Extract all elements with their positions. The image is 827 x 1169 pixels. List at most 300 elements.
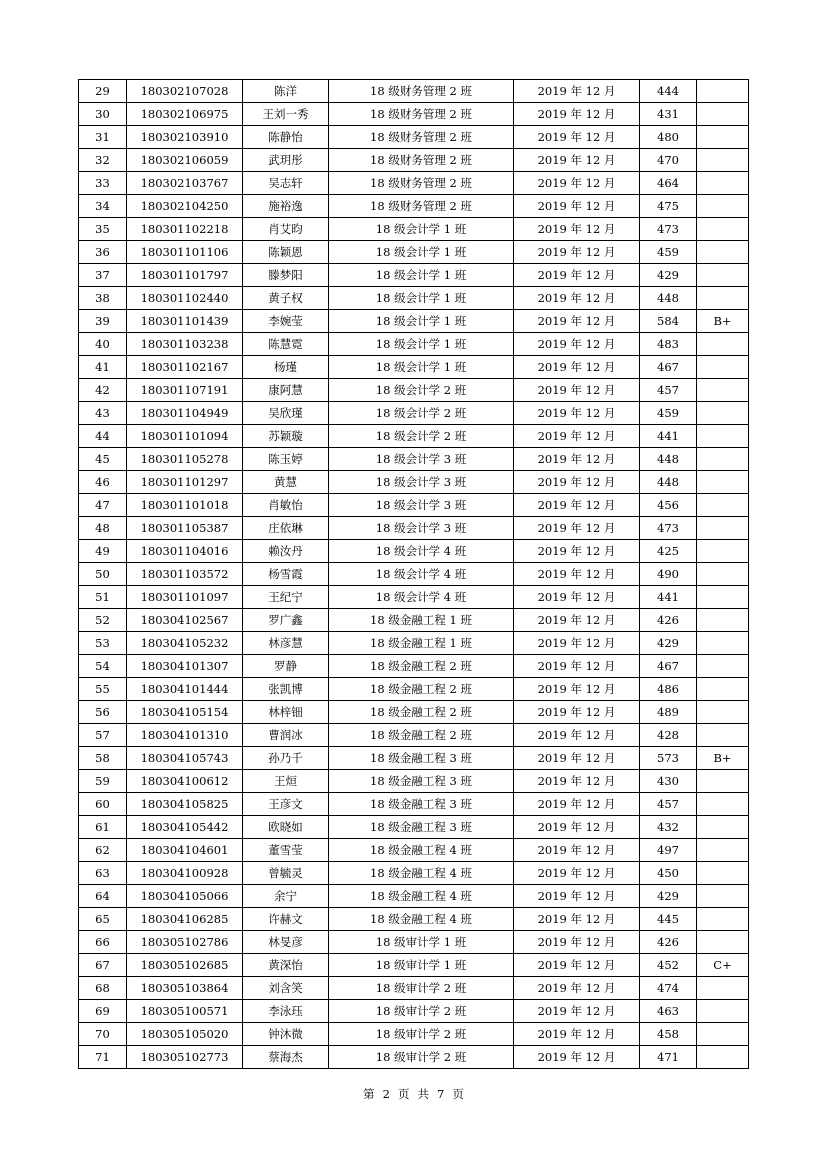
exam-date-cell: 2019 年 12 月 bbox=[514, 241, 640, 264]
table-row bbox=[79, 264, 749, 287]
grade-cell bbox=[697, 80, 749, 103]
score-cell: 490 bbox=[640, 563, 697, 586]
footer-ye-2: 页 bbox=[452, 1087, 464, 1101]
class-cell: 18 级金融工程 1 班 bbox=[329, 609, 514, 632]
exam-date-cell: 2019 年 12 月 bbox=[514, 379, 640, 402]
student-id-cell: 180305100571 bbox=[127, 1000, 243, 1023]
grade-cell bbox=[697, 103, 749, 126]
table-row bbox=[79, 149, 749, 172]
class-cell: 18 级会计学 1 班 bbox=[329, 218, 514, 241]
name-cell: 张凯博 bbox=[243, 678, 329, 701]
class-cell: 18 级金融工程 4 班 bbox=[329, 839, 514, 862]
score-cell: 430 bbox=[640, 770, 697, 793]
exam-date-cell: 2019 年 12 月 bbox=[514, 816, 640, 839]
table-row bbox=[79, 1046, 749, 1069]
student-id-cell: 180301101106 bbox=[127, 241, 243, 264]
exam-date-cell: 2019 年 12 月 bbox=[514, 563, 640, 586]
name-cell: 许赫文 bbox=[243, 908, 329, 931]
table-row bbox=[79, 931, 749, 954]
name-cell: 钟沐微 bbox=[243, 1023, 329, 1046]
student-id-cell: 180305105020 bbox=[127, 1023, 243, 1046]
row-number-cell: 37 bbox=[79, 264, 127, 287]
student-id-cell: 180304105154 bbox=[127, 701, 243, 724]
name-cell: 肖艾昀 bbox=[243, 218, 329, 241]
score-cell: 448 bbox=[640, 471, 697, 494]
table-row bbox=[79, 402, 749, 425]
name-cell: 林彦慧 bbox=[243, 632, 329, 655]
footer-ye: 页 bbox=[398, 1087, 410, 1101]
grade-cell bbox=[697, 770, 749, 793]
student-id-cell: 180302103910 bbox=[127, 126, 243, 149]
name-cell: 刘含笑 bbox=[243, 977, 329, 1000]
table-row bbox=[79, 287, 749, 310]
exam-date-cell: 2019 年 12 月 bbox=[514, 356, 640, 379]
exam-date-cell: 2019 年 12 月 bbox=[514, 540, 640, 563]
name-cell: 王彦文 bbox=[243, 793, 329, 816]
name-cell: 吴欣瑾 bbox=[243, 402, 329, 425]
student-id-cell: 180304101444 bbox=[127, 678, 243, 701]
student-id-cell: 180304106285 bbox=[127, 908, 243, 931]
footer-gong: 共 bbox=[417, 1087, 429, 1101]
row-number-cell: 53 bbox=[79, 632, 127, 655]
name-cell: 林梓钿 bbox=[243, 701, 329, 724]
grade-cell bbox=[697, 862, 749, 885]
exam-date-cell: 2019 年 12 月 bbox=[514, 1000, 640, 1023]
exam-date-cell: 2019 年 12 月 bbox=[514, 195, 640, 218]
grade-cell bbox=[697, 1023, 749, 1046]
exam-date-cell: 2019 年 12 月 bbox=[514, 402, 640, 425]
score-cell: 457 bbox=[640, 793, 697, 816]
student-id-cell: 180302106059 bbox=[127, 149, 243, 172]
row-number-cell: 30 bbox=[79, 103, 127, 126]
student-id-cell: 180304104601 bbox=[127, 839, 243, 862]
footer-page-number: 2 bbox=[382, 1087, 390, 1101]
grade-cell bbox=[697, 586, 749, 609]
grade-cell bbox=[697, 356, 749, 379]
score-cell: 429 bbox=[640, 632, 697, 655]
grade-cell bbox=[697, 931, 749, 954]
student-id-cell: 180301102440 bbox=[127, 287, 243, 310]
row-number-cell: 34 bbox=[79, 195, 127, 218]
row-number-cell: 65 bbox=[79, 908, 127, 931]
class-cell: 18 级金融工程 2 班 bbox=[329, 724, 514, 747]
exam-date-cell: 2019 年 12 月 bbox=[514, 126, 640, 149]
class-cell: 18 级财务管理 2 班 bbox=[329, 103, 514, 126]
row-number-cell: 68 bbox=[79, 977, 127, 1000]
exam-date-cell: 2019 年 12 月 bbox=[514, 1023, 640, 1046]
score-cell: 459 bbox=[640, 402, 697, 425]
table-row bbox=[79, 80, 749, 103]
student-id-cell: 180301103572 bbox=[127, 563, 243, 586]
class-cell: 18 级会计学 3 班 bbox=[329, 494, 514, 517]
exam-date-cell: 2019 年 12 月 bbox=[514, 425, 640, 448]
student-id-cell: 180304100928 bbox=[127, 862, 243, 885]
score-cell: 459 bbox=[640, 241, 697, 264]
exam-date-cell: 2019 年 12 月 bbox=[514, 724, 640, 747]
row-number-cell: 31 bbox=[79, 126, 127, 149]
class-cell: 18 级审计学 2 班 bbox=[329, 1046, 514, 1069]
grade-cell bbox=[697, 218, 749, 241]
grade-cell bbox=[697, 655, 749, 678]
grade-cell bbox=[697, 839, 749, 862]
name-cell: 黄慧 bbox=[243, 471, 329, 494]
grade-cell bbox=[697, 448, 749, 471]
grade-cell bbox=[697, 402, 749, 425]
student-id-cell: 180301105278 bbox=[127, 448, 243, 471]
student-id-cell: 180301101097 bbox=[127, 586, 243, 609]
grade-cell bbox=[697, 264, 749, 287]
score-cell: 444 bbox=[640, 80, 697, 103]
row-number-cell: 40 bbox=[79, 333, 127, 356]
grade-cell bbox=[697, 885, 749, 908]
score-cell: 448 bbox=[640, 287, 697, 310]
name-cell: 陈玉婷 bbox=[243, 448, 329, 471]
score-cell: 456 bbox=[640, 494, 697, 517]
score-cell: 463 bbox=[640, 1000, 697, 1023]
row-number-cell: 36 bbox=[79, 241, 127, 264]
row-number-cell: 32 bbox=[79, 149, 127, 172]
exam-date-cell: 2019 年 12 月 bbox=[514, 701, 640, 724]
student-id-cell: 180301105387 bbox=[127, 517, 243, 540]
class-cell: 18 级审计学 1 班 bbox=[329, 954, 514, 977]
score-cell: 584 bbox=[640, 310, 697, 333]
score-cell: 573 bbox=[640, 747, 697, 770]
score-cell: 441 bbox=[640, 425, 697, 448]
row-number-cell: 67 bbox=[79, 954, 127, 977]
class-cell: 18 级会计学 1 班 bbox=[329, 310, 514, 333]
grade-cell bbox=[697, 195, 749, 218]
name-cell: 林旻彦 bbox=[243, 931, 329, 954]
score-table bbox=[78, 79, 749, 1069]
row-number-cell: 63 bbox=[79, 862, 127, 885]
row-number-cell: 43 bbox=[79, 402, 127, 425]
grade-cell bbox=[697, 816, 749, 839]
grade-cell bbox=[697, 793, 749, 816]
exam-date-cell: 2019 年 12 月 bbox=[514, 862, 640, 885]
table-row bbox=[79, 218, 749, 241]
score-table-body bbox=[79, 80, 749, 1069]
exam-date-cell: 2019 年 12 月 bbox=[514, 977, 640, 1000]
row-number-cell: 66 bbox=[79, 931, 127, 954]
table-row bbox=[79, 103, 749, 126]
table-row bbox=[79, 195, 749, 218]
exam-date-cell: 2019 年 12 月 bbox=[514, 80, 640, 103]
exam-date-cell: 2019 年 12 月 bbox=[514, 471, 640, 494]
score-cell: 441 bbox=[640, 586, 697, 609]
class-cell: 18 级会计学 2 班 bbox=[329, 425, 514, 448]
grade-cell bbox=[697, 1046, 749, 1069]
row-number-cell: 61 bbox=[79, 816, 127, 839]
score-cell: 428 bbox=[640, 724, 697, 747]
row-number-cell: 47 bbox=[79, 494, 127, 517]
table-row bbox=[79, 678, 749, 701]
table-row bbox=[79, 632, 749, 655]
table-row bbox=[79, 977, 749, 1000]
grade-cell bbox=[697, 1000, 749, 1023]
exam-date-cell: 2019 年 12 月 bbox=[514, 149, 640, 172]
row-number-cell: 71 bbox=[79, 1046, 127, 1069]
table-row bbox=[79, 379, 749, 402]
name-cell: 李婉莹 bbox=[243, 310, 329, 333]
table-row bbox=[79, 724, 749, 747]
row-number-cell: 64 bbox=[79, 885, 127, 908]
table-row bbox=[79, 816, 749, 839]
class-cell: 18 级会计学 3 班 bbox=[329, 471, 514, 494]
row-number-cell: 45 bbox=[79, 448, 127, 471]
exam-date-cell: 2019 年 12 月 bbox=[514, 218, 640, 241]
name-cell: 杨雪霞 bbox=[243, 563, 329, 586]
name-cell: 肖敏怡 bbox=[243, 494, 329, 517]
class-cell: 18 级审计学 1 班 bbox=[329, 931, 514, 954]
exam-date-cell: 2019 年 12 月 bbox=[514, 770, 640, 793]
row-number-cell: 52 bbox=[79, 609, 127, 632]
exam-date-cell: 2019 年 12 月 bbox=[514, 310, 640, 333]
name-cell: 滕梦阳 bbox=[243, 264, 329, 287]
student-id-cell: 180302103767 bbox=[127, 172, 243, 195]
exam-date-cell: 2019 年 12 月 bbox=[514, 678, 640, 701]
score-cell: 458 bbox=[640, 1023, 697, 1046]
name-cell: 曾毓灵 bbox=[243, 862, 329, 885]
score-cell: 467 bbox=[640, 655, 697, 678]
row-number-cell: 57 bbox=[79, 724, 127, 747]
class-cell: 18 级会计学 1 班 bbox=[329, 356, 514, 379]
score-cell: 483 bbox=[640, 333, 697, 356]
student-id-cell: 180304105743 bbox=[127, 747, 243, 770]
grade-cell bbox=[697, 241, 749, 264]
row-number-cell: 59 bbox=[79, 770, 127, 793]
student-id-cell: 180302106975 bbox=[127, 103, 243, 126]
table-row bbox=[79, 517, 749, 540]
name-cell: 蔡海杰 bbox=[243, 1046, 329, 1069]
name-cell: 吴志轩 bbox=[243, 172, 329, 195]
table-row bbox=[79, 1023, 749, 1046]
table-row bbox=[79, 310, 749, 333]
class-cell: 18 级审计学 2 班 bbox=[329, 977, 514, 1000]
name-cell: 罗广鑫 bbox=[243, 609, 329, 632]
table-row bbox=[79, 494, 749, 517]
score-cell: 475 bbox=[640, 195, 697, 218]
score-cell: 486 bbox=[640, 678, 697, 701]
class-cell: 18 级审计学 2 班 bbox=[329, 1023, 514, 1046]
grade-cell bbox=[697, 425, 749, 448]
student-id-cell: 180301102218 bbox=[127, 218, 243, 241]
grade-cell bbox=[697, 609, 749, 632]
row-number-cell: 38 bbox=[79, 287, 127, 310]
grade-cell bbox=[697, 563, 749, 586]
student-id-cell: 180304105066 bbox=[127, 885, 243, 908]
grade-cell: B+ bbox=[697, 310, 749, 333]
class-cell: 18 级财务管理 2 班 bbox=[329, 172, 514, 195]
grade-cell bbox=[697, 494, 749, 517]
score-cell: 452 bbox=[640, 954, 697, 977]
grade-cell bbox=[697, 632, 749, 655]
grade-cell bbox=[697, 287, 749, 310]
row-number-cell: 56 bbox=[79, 701, 127, 724]
grade-cell bbox=[697, 172, 749, 195]
class-cell: 18 级金融工程 4 班 bbox=[329, 908, 514, 931]
exam-date-cell: 2019 年 12 月 bbox=[514, 1046, 640, 1069]
class-cell: 18 级财务管理 2 班 bbox=[329, 195, 514, 218]
name-cell: 欧晓如 bbox=[243, 816, 329, 839]
student-id-cell: 180301104016 bbox=[127, 540, 243, 563]
table-row bbox=[79, 126, 749, 149]
student-id-cell: 180305103864 bbox=[127, 977, 243, 1000]
name-cell: 苏颖璇 bbox=[243, 425, 329, 448]
row-number-cell: 50 bbox=[79, 563, 127, 586]
score-cell: 464 bbox=[640, 172, 697, 195]
name-cell: 施裕逸 bbox=[243, 195, 329, 218]
name-cell: 黄子权 bbox=[243, 287, 329, 310]
grade-cell bbox=[697, 540, 749, 563]
student-id-cell: 180304101310 bbox=[127, 724, 243, 747]
table-row bbox=[79, 839, 749, 862]
table-row bbox=[79, 586, 749, 609]
class-cell: 18 级金融工程 3 班 bbox=[329, 816, 514, 839]
footer-di: 第 bbox=[363, 1087, 375, 1101]
student-id-cell: 180304105442 bbox=[127, 816, 243, 839]
table-row bbox=[79, 172, 749, 195]
class-cell: 18 级金融工程 3 班 bbox=[329, 793, 514, 816]
student-id-cell: 180301101797 bbox=[127, 264, 243, 287]
name-cell: 曹润冰 bbox=[243, 724, 329, 747]
class-cell: 18 级会计学 2 班 bbox=[329, 379, 514, 402]
score-cell: 425 bbox=[640, 540, 697, 563]
exam-date-cell: 2019 年 12 月 bbox=[514, 609, 640, 632]
name-cell: 王纪宁 bbox=[243, 586, 329, 609]
row-number-cell: 46 bbox=[79, 471, 127, 494]
table-row bbox=[79, 609, 749, 632]
student-id-cell: 180304105232 bbox=[127, 632, 243, 655]
exam-date-cell: 2019 年 12 月 bbox=[514, 839, 640, 862]
grade-cell bbox=[697, 126, 749, 149]
exam-date-cell: 2019 年 12 月 bbox=[514, 655, 640, 678]
exam-date-cell: 2019 年 12 月 bbox=[514, 954, 640, 977]
score-cell: 497 bbox=[640, 839, 697, 862]
grade-cell: B+ bbox=[697, 747, 749, 770]
table-row bbox=[79, 747, 749, 770]
student-id-cell: 180304101307 bbox=[127, 655, 243, 678]
row-number-cell: 70 bbox=[79, 1023, 127, 1046]
student-id-cell: 180301101094 bbox=[127, 425, 243, 448]
class-cell: 18 级会计学 3 班 bbox=[329, 517, 514, 540]
row-number-cell: 58 bbox=[79, 747, 127, 770]
name-cell: 陈静怡 bbox=[243, 126, 329, 149]
class-cell: 18 级财务管理 2 班 bbox=[329, 149, 514, 172]
student-id-cell: 180301101297 bbox=[127, 471, 243, 494]
row-number-cell: 60 bbox=[79, 793, 127, 816]
class-cell: 18 级会计学 4 班 bbox=[329, 563, 514, 586]
score-cell: 431 bbox=[640, 103, 697, 126]
grade-cell: C+ bbox=[697, 954, 749, 977]
score-cell: 467 bbox=[640, 356, 697, 379]
student-id-cell: 180302107028 bbox=[127, 80, 243, 103]
class-cell: 18 级金融工程 2 班 bbox=[329, 655, 514, 678]
row-number-cell: 35 bbox=[79, 218, 127, 241]
class-cell: 18 级金融工程 4 班 bbox=[329, 862, 514, 885]
student-id-cell: 180302104250 bbox=[127, 195, 243, 218]
score-cell: 471 bbox=[640, 1046, 697, 1069]
name-cell: 王烜 bbox=[243, 770, 329, 793]
name-cell: 董雪莹 bbox=[243, 839, 329, 862]
row-number-cell: 48 bbox=[79, 517, 127, 540]
grade-cell bbox=[697, 977, 749, 1000]
name-cell: 陈洋 bbox=[243, 80, 329, 103]
table-row bbox=[79, 954, 749, 977]
exam-date-cell: 2019 年 12 月 bbox=[514, 172, 640, 195]
score-cell: 470 bbox=[640, 149, 697, 172]
exam-date-cell: 2019 年 12 月 bbox=[514, 494, 640, 517]
grade-cell bbox=[697, 908, 749, 931]
class-cell: 18 级金融工程 1 班 bbox=[329, 632, 514, 655]
student-id-cell: 180301107191 bbox=[127, 379, 243, 402]
student-id-cell: 180301102167 bbox=[127, 356, 243, 379]
grade-cell bbox=[697, 333, 749, 356]
exam-date-cell: 2019 年 12 月 bbox=[514, 586, 640, 609]
name-cell: 李泳珏 bbox=[243, 1000, 329, 1023]
student-id-cell: 180305102685 bbox=[127, 954, 243, 977]
exam-date-cell: 2019 年 12 月 bbox=[514, 931, 640, 954]
name-cell: 赖汝丹 bbox=[243, 540, 329, 563]
class-cell: 18 级会计学 4 班 bbox=[329, 540, 514, 563]
table-row bbox=[79, 770, 749, 793]
table-row bbox=[79, 333, 749, 356]
name-cell: 孙乃千 bbox=[243, 747, 329, 770]
row-number-cell: 54 bbox=[79, 655, 127, 678]
class-cell: 18 级财务管理 2 班 bbox=[329, 126, 514, 149]
student-id-cell: 180305102786 bbox=[127, 931, 243, 954]
student-id-cell: 180304102567 bbox=[127, 609, 243, 632]
name-cell: 陈慧霓 bbox=[243, 333, 329, 356]
exam-date-cell: 2019 年 12 月 bbox=[514, 747, 640, 770]
row-number-cell: 29 bbox=[79, 80, 127, 103]
exam-date-cell: 2019 年 12 月 bbox=[514, 103, 640, 126]
score-cell: 426 bbox=[640, 609, 697, 632]
score-cell: 457 bbox=[640, 379, 697, 402]
score-cell: 480 bbox=[640, 126, 697, 149]
row-number-cell: 41 bbox=[79, 356, 127, 379]
score-cell: 429 bbox=[640, 885, 697, 908]
name-cell: 余宁 bbox=[243, 885, 329, 908]
class-cell: 18 级会计学 3 班 bbox=[329, 448, 514, 471]
class-cell: 18 级会计学 1 班 bbox=[329, 333, 514, 356]
row-number-cell: 42 bbox=[79, 379, 127, 402]
exam-date-cell: 2019 年 12 月 bbox=[514, 287, 640, 310]
student-id-cell: 180301103238 bbox=[127, 333, 243, 356]
name-cell: 陈颖恩 bbox=[243, 241, 329, 264]
class-cell: 18 级会计学 1 班 bbox=[329, 287, 514, 310]
student-id-cell: 180305102773 bbox=[127, 1046, 243, 1069]
table-row bbox=[79, 540, 749, 563]
table-row bbox=[79, 885, 749, 908]
row-number-cell: 49 bbox=[79, 540, 127, 563]
class-cell: 18 级金融工程 3 班 bbox=[329, 747, 514, 770]
table-row bbox=[79, 655, 749, 678]
row-number-cell: 51 bbox=[79, 586, 127, 609]
score-cell: 426 bbox=[640, 931, 697, 954]
name-cell: 康阿慧 bbox=[243, 379, 329, 402]
footer-total-pages: 7 bbox=[437, 1087, 445, 1101]
grade-cell bbox=[697, 379, 749, 402]
score-cell: 474 bbox=[640, 977, 697, 1000]
exam-date-cell: 2019 年 12 月 bbox=[514, 632, 640, 655]
table-row bbox=[79, 448, 749, 471]
exam-date-cell: 2019 年 12 月 bbox=[514, 908, 640, 931]
exam-date-cell: 2019 年 12 月 bbox=[514, 448, 640, 471]
name-cell: 武玥彤 bbox=[243, 149, 329, 172]
table-row bbox=[79, 908, 749, 931]
row-number-cell: 33 bbox=[79, 172, 127, 195]
name-cell: 黄深怡 bbox=[243, 954, 329, 977]
